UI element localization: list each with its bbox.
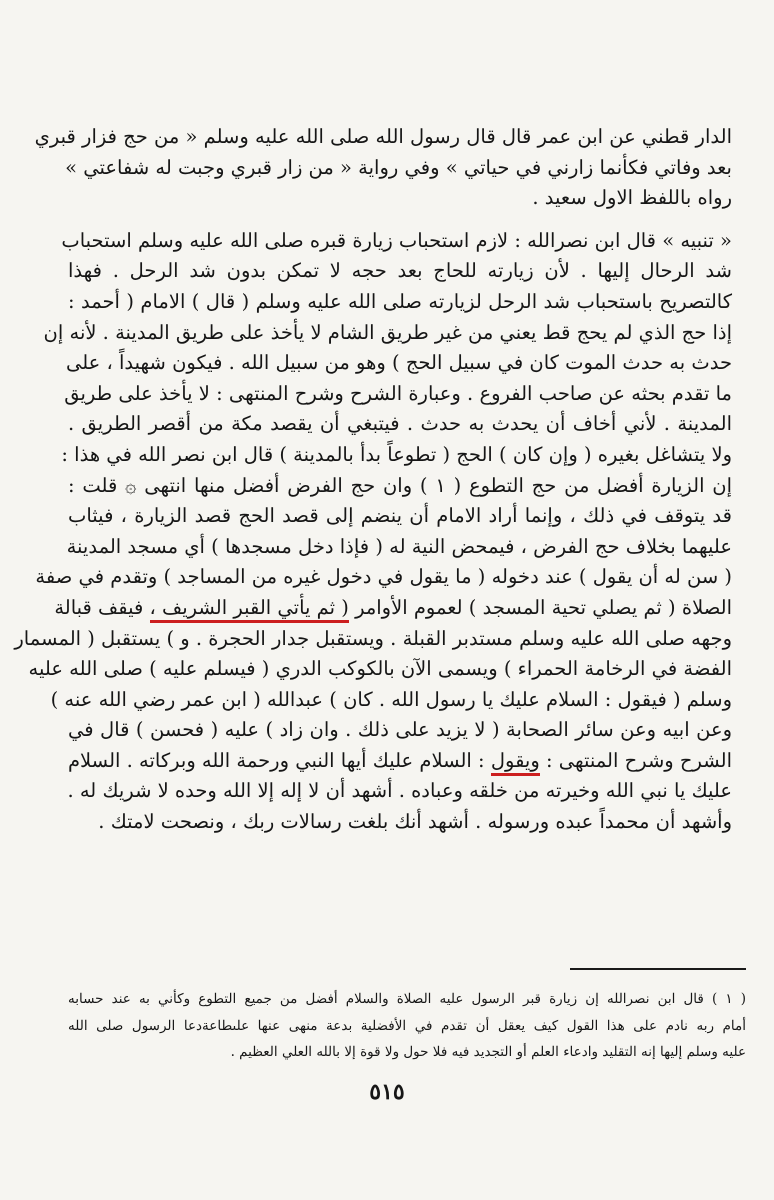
text-line-with-highlight bbox=[68, 746, 732, 777]
text-line: المدينة . لأني أخاف أن يحدث به حدث . فيتبغي أن يقصد مكة من أقصر الطريق . bbox=[68, 412, 732, 436]
text-line: وأشهد أن محمداً عبده ورسوله . أشهد أنك بلغت رسالات ربك ، ونصحت لامتك . bbox=[98, 810, 732, 834]
text-line: وجهه صلى الله عليه وسلم مستدبر القبلة . ويستقبل جدار الحجرة . و ) يستقبل ( المسمار bbox=[14, 626, 732, 650]
text-line-with-highlight bbox=[54, 593, 732, 624]
text-line: ( سن له أن يقول ) عند دخوله ( ما يقول في دخول غيره من المساجد ) وتقدم في صفة bbox=[35, 565, 732, 589]
text-line: وعن ابيه وعن سائر الصحابة ( لا يزيد على ذلك . وان زاد ) عليه ( فحسن ) قال في bbox=[68, 718, 732, 742]
footnote-divider bbox=[570, 968, 746, 970]
text-line: كالتصريح باستحباب شد الرحل لزيارته صلى الله عليه وسلم ( قال ) الامام ( أحمد : bbox=[68, 289, 732, 313]
underlined-phrase: ( ثم يأتي القبر الشريف ، bbox=[150, 596, 349, 623]
text-line: الفضة في الرخامة الحمراء ) ويسمى الآن بالكوكب الدري ( فيسلم عليه ) صلى الله عليه bbox=[28, 657, 732, 681]
text-line: « تنبيه » قال ابن نصرالله : لازم استحباب زيارة قبره صلى الله عليه وسلم استحباب bbox=[61, 228, 732, 252]
footnote bbox=[68, 986, 746, 1066]
text-line: قد يتوقف في ذلك ، وإنما أراد الامام أن ينضم إلى قصد الحج قصد الزيارة ، فيثاب bbox=[68, 504, 732, 528]
footnote-line: عليه وسلم إليها إنه التقليد وادعاء العلم أو التجديد فيه فلا حول ولا قوة إلا بالله العلي العظيم . bbox=[230, 1044, 746, 1060]
text-line: رواه باللفظ الاول سعيد . bbox=[532, 186, 732, 210]
text-segment: الشرح وشرح المنتهى : bbox=[545, 748, 732, 772]
text-line: وسلم ( فيقول : السلام عليك يا رسول الله . كان ) عبدالله ( ابن عمر رضي الله عنه ) bbox=[50, 687, 732, 711]
text-line: حدث به حدث الموت كان في سبيل الحج ) وهو من سبيل الله . فيكون شهيداً ، على bbox=[65, 351, 732, 375]
text-segment: فيقف قبالة bbox=[54, 595, 144, 619]
text-segment: : السلام عليك أيها النبي ورحمة الله وبركاته . السلام bbox=[67, 748, 485, 772]
text-line: شد الرحال إليها . لأن زيارته للحاج بعد حجه لا تمكن بدون شد الرحل . فهذا bbox=[68, 259, 732, 283]
text-line: الدار قطني عن ابن عمر قال قال رسول الله صلى الله عليه وسلم « من حج فزار قبري bbox=[34, 125, 732, 148]
underlined-phrase: ويقول bbox=[491, 749, 540, 776]
page-number: ٥١٥ bbox=[369, 1079, 405, 1105]
text-line: ما تقدم بحثه عن صاحب الفروع . وعبارة الشرح وشرح المنتهى : لا يأخذ على طريق bbox=[64, 381, 732, 405]
text-segment: الصلاة ( ثم يصلي تحية المسجد ) لعموم الأوامر bbox=[355, 595, 732, 619]
text-line: عليهما بخلاف حج الفرض ، فيمحض النية له ( فإذا دخل مسجدها ) أي مسجد المدينة bbox=[66, 534, 732, 558]
text-line: ولا يتشاغل بغيره ( وإن كان ) الحج ( تطوعاً بدأ بالمدينة ) قال ابن نصر الله في هذا : bbox=[61, 442, 732, 466]
footnote-line: أمام ربه نادم على هذا القول كيف يعقل أن تقدم في الأفضلية بدعة منهى عنها علىطاعةدعا الرسول صلى الله bbox=[68, 1017, 746, 1034]
text-line: إذا حج الذي لم يحج قط يعني من غير طريق الشام لا يأخذ على طريق المدينة . لأنه إن bbox=[43, 320, 732, 344]
footnote-line: ( ١ ) قال ابن نصرالله إن زيارة قبر الرسول عليه الصلاة والسلام أفضل من جميع التطوع وكأني به عند حسابه bbox=[68, 991, 747, 1007]
text-line: إن الزيارة أفضل من حج التطوع ( ١ ) وان حج الفرض أفضل منها انتهى ۞ قلت : bbox=[68, 473, 733, 497]
main-text bbox=[14, 122, 733, 838]
text-line: عليك يا نبي الله وخيرته من خلقه وعباده . أشهد أن لا إله إلا الله وحده لا شريك له . bbox=[67, 779, 732, 803]
text-line: بعد وفاتي فكأنما زارني في حياتي » وفي رواية « من زار قبري وجبت له شفاعتي » bbox=[65, 155, 732, 179]
